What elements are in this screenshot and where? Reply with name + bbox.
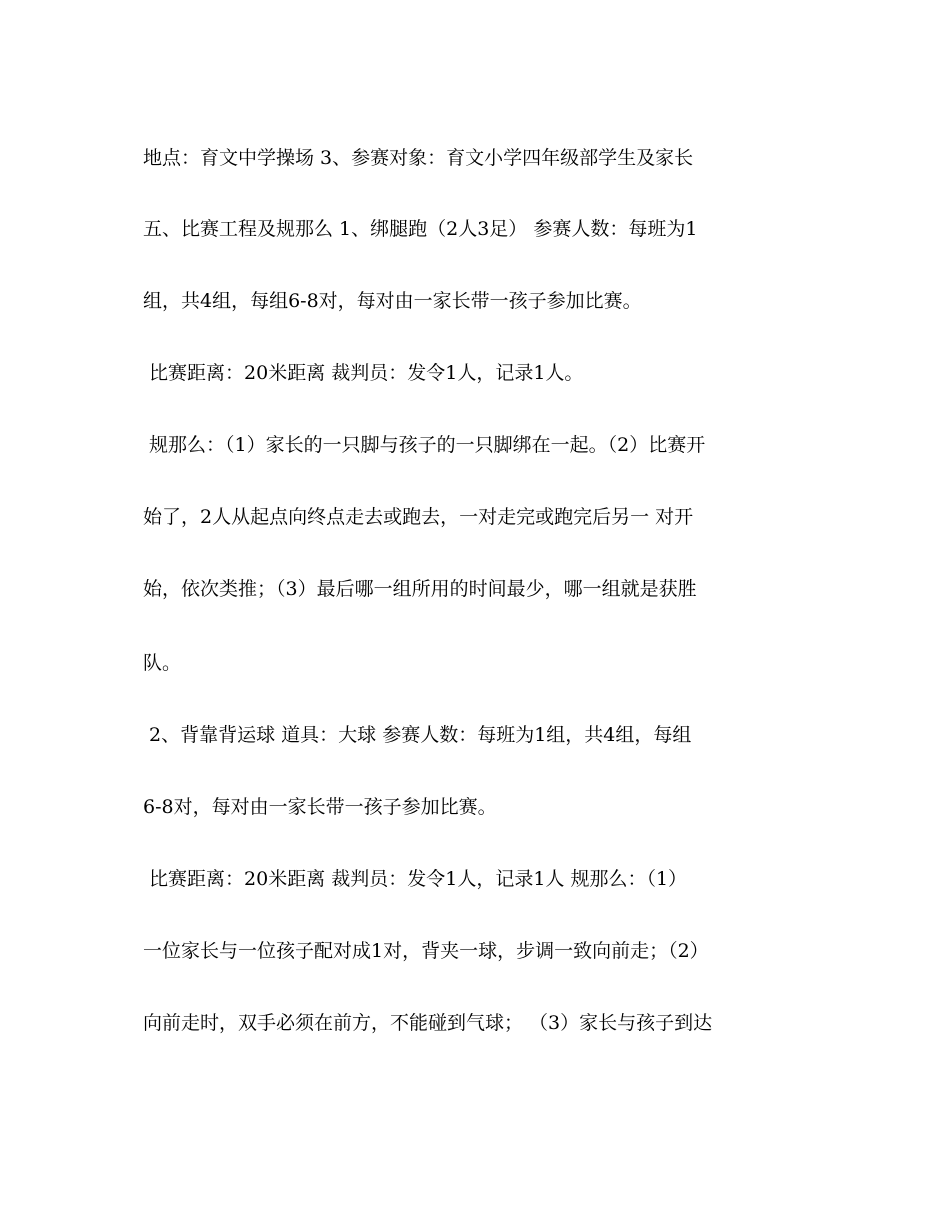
text-line: 五、比赛工程及规那么 1、绑腿跑（2人3足） 参赛人数：每班为1 [143,218,698,240]
text-line: 6-8对，每对由一家长带一孩子参加比赛。 [143,796,497,818]
text-line: 队。 [143,652,182,674]
text-line: 地点：育文中学操场 3、参赛对象：育文小学四年级部学生及家长 [143,147,694,169]
text-line: 组，共4组，每组6-8对，每对由一家长带一孩子参加比赛。 [143,290,642,312]
text-line: 向前走时，双手必须在前方，不能碰到气球； （3）家长与孩子到达 [143,1012,713,1034]
text-line: 始，依次类推；（3）最后哪一组所用的时间最少，哪一组就是获胜 [143,578,697,600]
text-line: 2、背靠背运球 道具：大球 参赛人数：每班为1组，共4组，每组 [143,724,692,746]
text-line: 比赛距离：20米距离 裁判员：发令1人，记录1人。 [143,362,584,384]
text-line: 始了，2人从起点向终点走去或跑去，一对走完或跑完后另一 对开 [143,506,694,528]
text-line: 比赛距离：20米距离 裁判员：发令1人，记录1人 规那么：（1） [143,868,688,890]
text-line: 一位家长与一位孩子配对成1对，背夹一球，步调一致向前走；（2） [143,940,709,962]
text-line: 规那么：（1）家长的一只脚与孩子的一只脚绑在一起。（2）比赛开 [143,434,706,456]
